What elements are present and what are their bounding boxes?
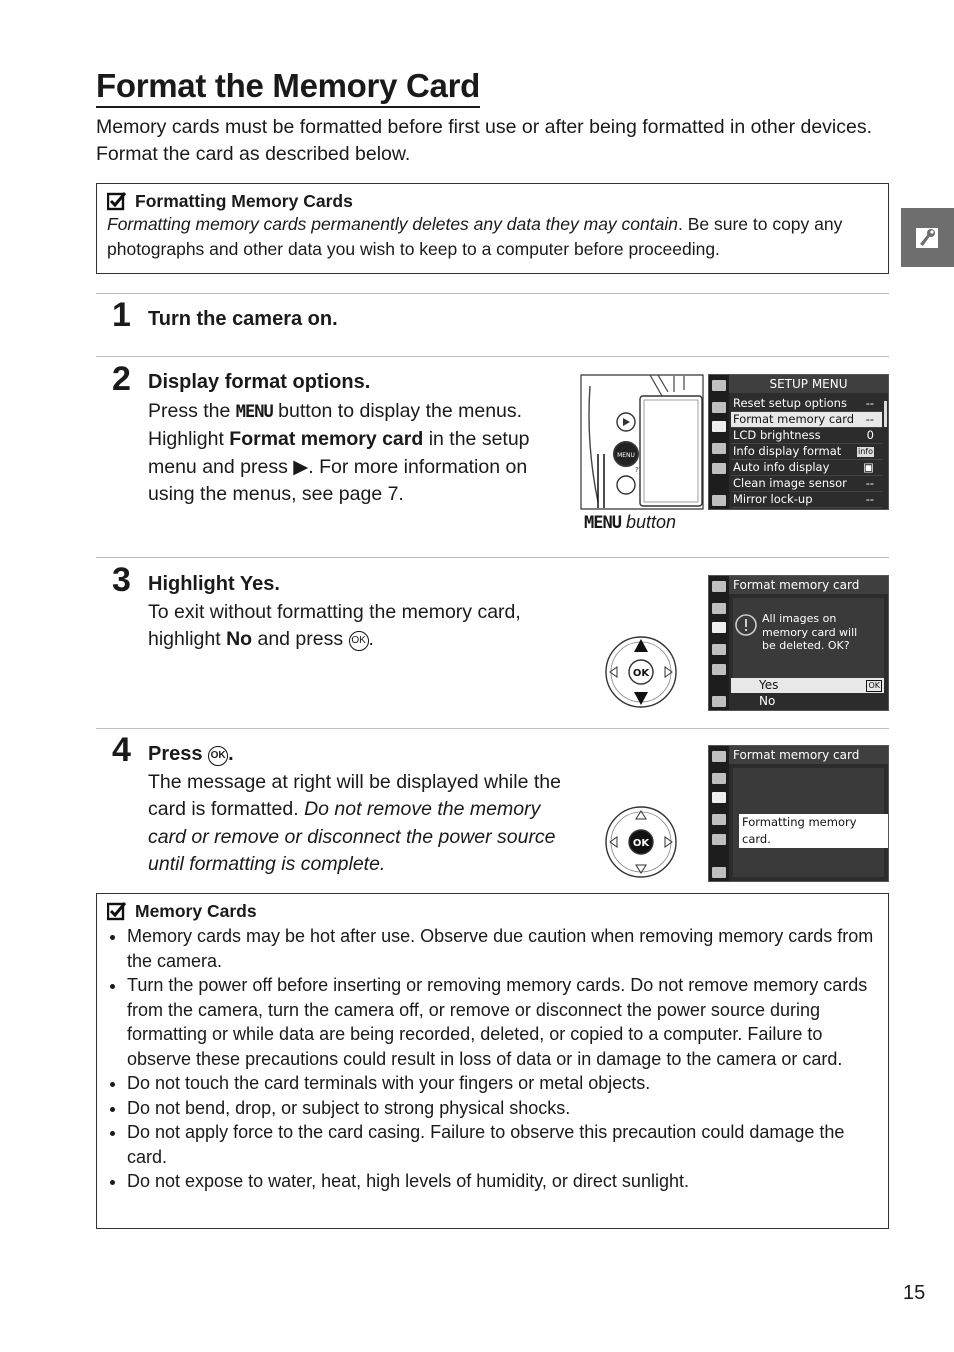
option-no: No: [759, 694, 776, 708]
divider: [96, 356, 889, 357]
retouch-tab-icon: [712, 443, 726, 454]
svg-text:?: ?: [635, 466, 639, 474]
help-icon: [712, 696, 726, 707]
svg-text:MENU: MENU: [617, 452, 635, 459]
divider: [96, 557, 889, 558]
step-number: 4: [112, 731, 131, 769]
setup-wrench-icon: [914, 224, 942, 252]
dialog-message: All images on memory card will be deleted. OK?: [762, 612, 858, 652]
step-number: 1: [112, 296, 131, 334]
retouch-tab-icon: [712, 644, 726, 655]
menu-tab-strip: [709, 375, 729, 509]
ok-button-glyph: OK: [349, 631, 369, 651]
help-icon: [712, 867, 726, 878]
warning-icon: [735, 614, 757, 636]
camera-back-illustration: [580, 374, 704, 510]
list-item: • Memory cards may be hot after use. Observe due caution when removing memory cards from the camera.: [127, 924, 878, 973]
setup-menu-screen: [708, 374, 889, 510]
step-title: Display format options.: [148, 371, 371, 393]
shooting-tab-icon: [712, 402, 726, 413]
menu-item: Reset setup options --: [731, 396, 882, 412]
step-title: Turn the camera on.: [148, 308, 338, 330]
intro-paragraph: Memory cards must be formatted before first use or after being formatted in other devices. Format the card as described below.: [96, 116, 873, 165]
list-item: • Turn the power off before inserting or removing memory cards. Do not remove memory cards from the camera, turn the camera off, or remove or disconnect the power source during formatting or while data are being recorded, deleted, or copied to a computer. Failure to observe these precautions could result in loss of data or in damage to the camera or card.: [127, 973, 878, 1071]
menu-item: Info display format info: [731, 444, 882, 460]
memory-cards-note: [96, 893, 889, 1229]
formatting-warning-note: [96, 183, 889, 274]
list-item: • Do not touch the card terminals with your fingers or metal objects.: [127, 1071, 878, 1096]
step-instructions: The message at right will be displayed while the card is formatted. Do not remove the memory card or remove or disconnect the power source until formatting is complete.: [148, 771, 561, 875]
playback-tab-icon: [712, 751, 726, 762]
recent-tab-icon: [712, 834, 726, 845]
list-item: • Do not expose to water, heat, high levels of humidity, or direct sunlight.: [127, 1169, 878, 1194]
right-arrow-icon: ▶: [293, 455, 309, 478]
note-body: [107, 212, 878, 261]
divider: [96, 293, 889, 294]
menu-item: LCD brightness 0: [731, 428, 882, 444]
ok-badge: OK: [868, 681, 880, 690]
step-title: Press OK .: [148, 743, 234, 765]
help-icon: [712, 495, 726, 506]
shooting-tab-icon: [712, 603, 726, 614]
note-heading: Formatting Memory Cards: [135, 191, 353, 211]
menu-item: Clean image sensor --: [731, 476, 882, 492]
page-title: Format the Memory Card: [96, 66, 480, 108]
section-tab: [901, 208, 954, 267]
step-number: 3: [112, 561, 131, 599]
recent-tab-icon: [712, 664, 726, 675]
formatting-progress-screen: [708, 745, 889, 882]
option-yes-selected: Yes OK: [731, 678, 884, 693]
menu-button-glyph: MENU: [235, 402, 273, 422]
setup-tab-icon: [712, 421, 726, 432]
menu-tab-strip: [709, 746, 729, 881]
step-instructions: To exit without formatting the memory card, highlight No and press OK .: [148, 601, 521, 651]
list-item: • Do not bend, drop, or subject to strong physical shocks.: [127, 1096, 878, 1121]
ok-label: OK: [632, 838, 650, 849]
retouch-tab-icon: [712, 814, 726, 825]
ok-button-glyph: OK: [208, 746, 228, 766]
recent-tab-icon: [712, 463, 726, 474]
divider: [96, 728, 889, 729]
step-number: 2: [112, 360, 131, 398]
playback-tab-icon: [712, 581, 726, 592]
multi-selector-dial: [604, 636, 678, 708]
checkbox-icon: [107, 901, 127, 921]
step-title: Highlight Yes.: [148, 573, 280, 595]
playback-tab-icon: [712, 380, 726, 391]
memory-card-precautions: [107, 924, 878, 1194]
format-confirm-screen: [708, 575, 889, 711]
screen-header: Format memory card: [729, 746, 888, 764]
menu-header: SETUP MENU: [729, 375, 888, 393]
setup-tab-icon: [712, 622, 726, 633]
step-instructions: Press the MENU button to display the menus. Highlight Format memory card in the setup menu and press ▶. For more information on using the menus, see page 7.: [148, 400, 530, 505]
menu-item: Auto info display ▣: [731, 460, 882, 476]
menu-item-selected: Format memory card --: [731, 412, 882, 428]
multi-selector-dial: [604, 806, 678, 878]
ok-label: OK: [632, 668, 650, 679]
note-heading: Memory Cards: [135, 901, 257, 921]
menu-button-caption: MENU button: [584, 512, 676, 533]
note-warning-italic: Formatting memory cards permanently deletes any data they may contain: [107, 214, 678, 234]
setup-tab-icon: [712, 792, 726, 803]
checkbox-icon: [107, 191, 127, 211]
screen-header: Format memory card: [729, 576, 888, 594]
shooting-tab-icon: [712, 773, 726, 784]
menu-tab-strip: [709, 576, 729, 710]
scrollbar: [884, 401, 887, 427]
page-number: 15: [903, 1282, 926, 1304]
menu-item: Mirror lock-up --: [731, 492, 882, 508]
formatting-message: Formatting memory card.: [739, 814, 888, 848]
note-warning-rest: . Be sure to copy any photographs and other data you wish to keep to a computer before proceeding.: [107, 214, 843, 259]
list-item: • Do not apply force to the card casing. Failure to observe this precaution could damage the card.: [127, 1120, 878, 1169]
